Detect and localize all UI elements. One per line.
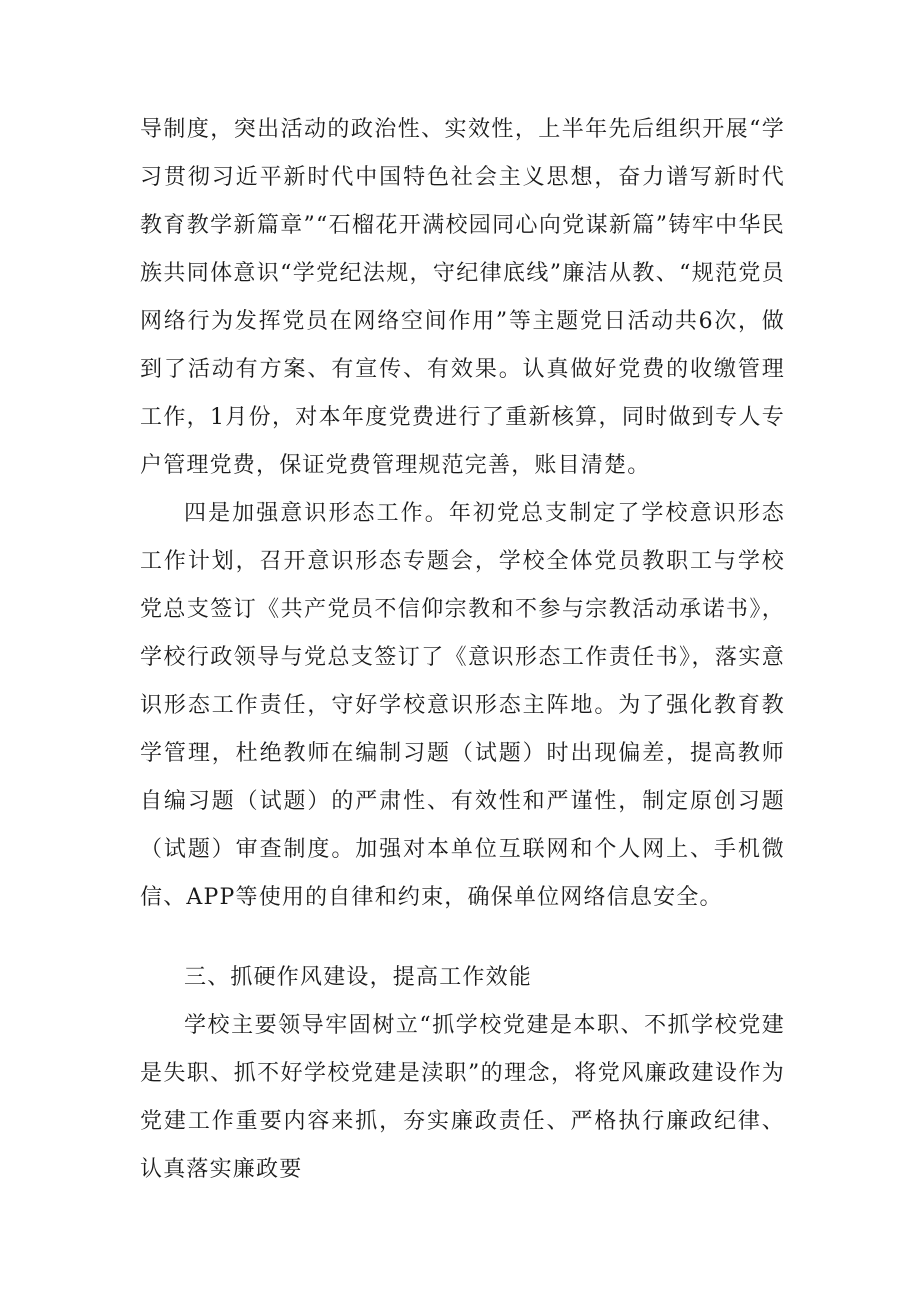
paragraph-continuation: 导制度，突出活动的政治性、实效性，上半年先后组织开展“学习贯彻习近平新时代中国特色社会主义思想，奋力谱写新时代教育教学新篇章”“石榴花开满校园同心向党谋新篇”铸牢中华民族共同体意识“学党纪法规，守纪律底线”廉洁从教、“规范党员网络行为发挥党员在网络空间作用”等主题党日活动共6次，做到了活动有方案、有宣传、有效果。认真做好党费的收缴管理工作，1月份，对本年度党费进行了重新核算，同时做到专人专户管理党费，保证党费管理规范完善，账目清楚。 bbox=[140, 117, 785, 478]
paragraph-continuation-block bbox=[140, 106, 785, 490]
section-three-paragraph-block bbox=[140, 1002, 785, 1194]
paragraph-ideology-work: 四是加强意识形态工作。年初党总支制定了学校意识形态工作计划，召开意识形态专题会，学校全体党员教职工与学校党总支签订《共产党员不信仰宗教和不参与宗教活动承诺书》，学校行政领导与党总支签订了《意识形态工作责任书》，落实意识形态工作责任，守好学校意识形态主阵地。为了强化教育教学管理，杜绝教师在编制习题（试题）时出现偏差，提高教师自编习题（试题）的严肃性、有效性和严谨性，制定原创习题（试题）审查制度。加强对本单位互联网和个人网上、手机微信、APP等使用的自律和约束，确保单位网络信息安全。 bbox=[140, 501, 785, 910]
paragraph-four-block bbox=[140, 490, 785, 922]
paragraph-work-style: 学校主要领导牢固树立“抓学校党建是本职、不抓学校党建是失职、抓不好学校党建是渎职”的理念，将党风廉政建设作为党建工作重要内容来抓，夯实廉政责任、严格执行廉政纪律、认真落实廉政要 bbox=[140, 1013, 785, 1182]
section-heading: 三、抓硬作风建设，提高工作效能 bbox=[184, 965, 533, 990]
section-three-heading-block bbox=[140, 954, 785, 1002]
